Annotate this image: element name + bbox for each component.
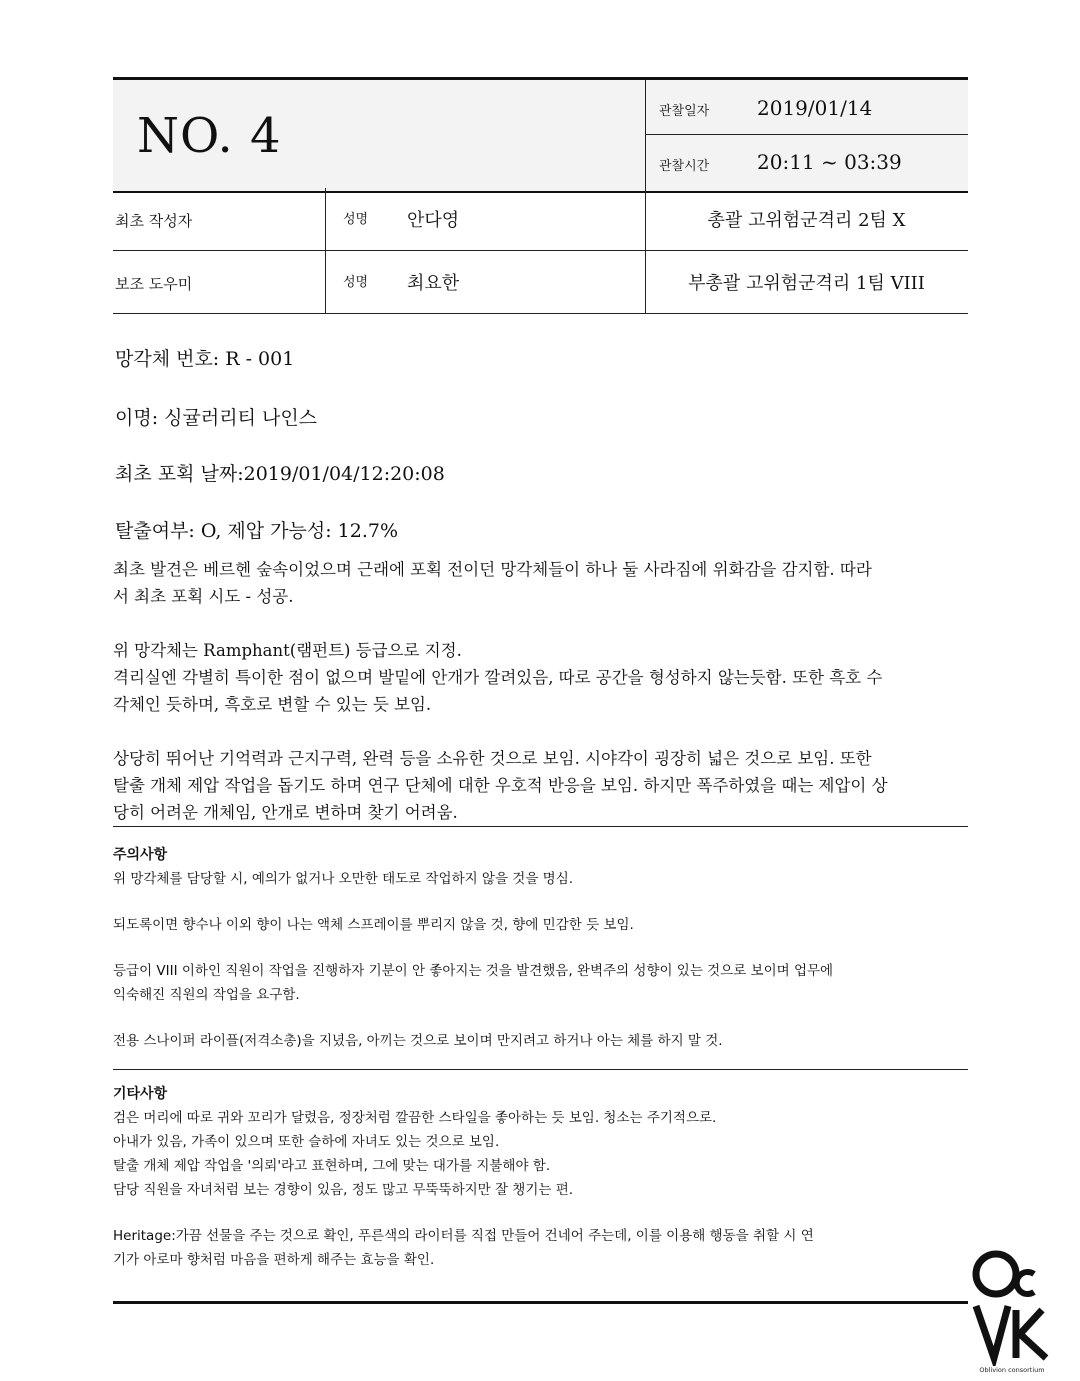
authors-table xyxy=(113,188,968,314)
ocvk-logo-mark xyxy=(972,1240,1052,1366)
logo-caption: Oblivion consortium xyxy=(979,1366,1045,1374)
observation-time-label: 관찰시간 xyxy=(659,159,710,174)
name-label: 성명 xyxy=(343,275,369,290)
misc-line: 기가 아로마 향처럼 마음을 편하게 해주는 효능을 확인. xyxy=(113,1252,435,1268)
document-number: NO. 4 xyxy=(137,108,282,164)
description xyxy=(113,556,973,826)
author-role: 최초 작성자 xyxy=(115,212,193,230)
misc-section xyxy=(113,1082,1013,1272)
caution-line: 위 망각체를 담당할 시, 예의가 없거나 오만한 태도로 작업하지 않을 것을 명심. xyxy=(113,871,574,887)
bottom-rule xyxy=(113,1301,968,1304)
ocvk-logo xyxy=(972,1240,1052,1380)
misc-title: 기타사항 xyxy=(113,1086,168,1102)
caution-line: 익숙해진 직원의 작업을 요구함. xyxy=(113,987,300,1003)
description-line: 최초 발견은 베르헨 숲속이었으며 근래에 포획 전이던 망각체들이 하나 둘 사라짐에 위화감을 감지함. 따라 xyxy=(113,560,872,579)
subject-id: 망각체 번호: R - 001 xyxy=(115,348,295,370)
description-line: 상당히 뛰어난 기억력과 근지구력, 완력 등을 소유한 것으로 보임. 시야각이 굉장히 넓은 것으로 보임. 또한 xyxy=(113,749,872,768)
subject-alias: 이명: 싱귤러리티 나인스 xyxy=(115,407,318,429)
section-divider xyxy=(113,826,968,827)
description-line: 각체인 듯하며, 흑호로 변할 수 있는 듯 보임. xyxy=(113,695,432,714)
misc-line: Heritage:가끔 선물을 주는 것으로 확인, 푸른색의 라이터를 직접 만들어 건네어 주는데, 이를 이용해 행동을 취할 시 연 xyxy=(113,1228,814,1244)
description-line: 당히 어려운 개체임, 안개로 변하며 찾기 어려움. xyxy=(113,803,458,822)
capture-date: 최초 포획 날짜:2019/01/04/12:20:08 xyxy=(115,463,445,485)
observation-time-value: 20:11 ~ 03:39 xyxy=(757,150,902,174)
header-divider xyxy=(645,80,646,191)
author-name: 안다영 xyxy=(407,210,460,231)
misc-line: 담당 직원을 자녀처럼 보는 경향이 있음, 정도 많고 무뚝뚝하지만 잘 챙기는 편. xyxy=(113,1182,574,1198)
escape-status: 탈출여부: O, 제압 가능성: 12.7% xyxy=(115,520,399,542)
caution-line: 전용 스나이퍼 라이플(저격소총)을 지녔음, 아끼는 것으로 보이며 만지려고 하거나 아는 체를 하지 말 것. xyxy=(113,1033,723,1049)
misc-line: 검은 머리에 따로 귀와 꼬리가 달렸음, 정장처럼 깔끔한 스타일을 좋아하는 듯 보임. 청소는 주기적으로. xyxy=(113,1110,717,1126)
column-divider xyxy=(325,251,326,313)
header-table xyxy=(113,77,968,193)
description-line: 격리실엔 각별히 특이한 점이 없으며 발밑에 안개가 깔려있음, 따로 공간을 형성하지 않는듯함. 또한 흑호 수 xyxy=(113,668,883,687)
name-label: 성명 xyxy=(343,212,369,227)
description-line: 위 망각체는 Ramphant(램펀트) 등급으로 지정. xyxy=(113,641,462,660)
caution-line: 되도록이면 향수나 이외 향이 나는 액체 스프레이를 뿌리지 않을 것, 향에 민감한 듯 보임. xyxy=(113,917,634,933)
author-row xyxy=(113,188,968,251)
section-divider xyxy=(113,1069,968,1070)
author-name: 최요한 xyxy=(407,273,460,294)
description-line: 탈출 개체 제압 작업을 돕기도 하며 연구 단체에 대한 우호적 반응을 보임. 하지만 폭주하였을 때는 제압이 상 xyxy=(113,776,888,795)
misc-line: 아내가 있음, 가족이 있으며 또한 슬하에 자녀도 있는 것으로 보임. xyxy=(113,1134,500,1150)
misc-line: 탈출 개체 제압 작업을 '의뢰'라고 표현하며, 그에 맞는 대가를 지불해야 함. xyxy=(113,1158,551,1174)
column-divider xyxy=(325,188,326,250)
header-row-divider xyxy=(645,134,968,135)
author-role: 보조 도우미 xyxy=(115,275,193,293)
description-line: 서 최초 포획 시도 - 성공. xyxy=(113,587,294,606)
author-team: 총괄 고위험군격리 2팀 X xyxy=(707,210,906,231)
cautions-title: 주의사항 xyxy=(113,847,168,863)
observation-date-value: 2019/01/14 xyxy=(757,96,873,120)
cautions-section xyxy=(113,843,1013,1053)
author-team: 부총괄 고위험군격리 1팀 VIII xyxy=(688,273,925,294)
author-row xyxy=(113,251,968,313)
observation-date-label: 관찰일자 xyxy=(659,104,710,119)
caution-line: 등급이 VIII 이하인 직원이 작업을 진행하자 기분이 안 좋아지는 것을 발견했음, 완벽주의 성향이 있는 것으로 보이며 업무에 xyxy=(113,963,834,979)
